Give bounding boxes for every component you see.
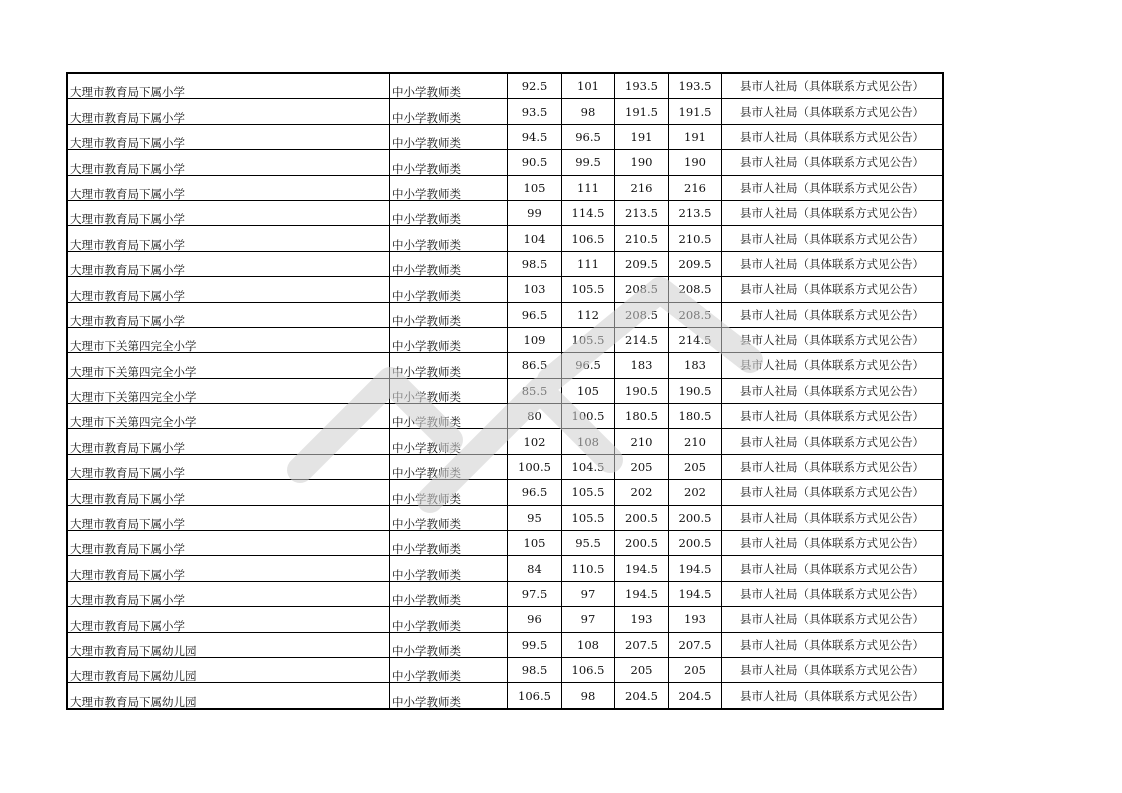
- table-row: [67, 378, 943, 403]
- total-score-cell: 205: [615, 454, 669, 479]
- score-1-cell: 80: [508, 404, 562, 429]
- org-name-cell: 大理市教育局下属幼儿园: [67, 632, 390, 657]
- category-cell: 中小学教师类: [390, 327, 508, 352]
- score-1-cell: 93.5: [508, 99, 562, 124]
- contact-cell: 县市人社局（具体联系方式见公告）: [722, 480, 944, 505]
- category-cell: 中小学教师类: [390, 531, 508, 556]
- total-score-cell: 194.5: [615, 581, 669, 606]
- org-name-cell: 大理市下关第四完全小学: [67, 353, 390, 378]
- org-name-cell: 大理市教育局下属小学: [67, 150, 390, 175]
- final-score-cell: 204.5: [669, 683, 722, 709]
- score-1-cell: 90.5: [508, 150, 562, 175]
- score-2-cell: 114.5: [562, 200, 615, 225]
- score-2-cell: 106.5: [562, 657, 615, 682]
- final-score-cell: 214.5: [669, 327, 722, 352]
- final-score-cell: 205: [669, 657, 722, 682]
- table-row: [67, 73, 943, 99]
- total-score-cell: 193: [615, 607, 669, 632]
- total-score-cell: 202: [615, 480, 669, 505]
- table-row: [67, 429, 943, 454]
- final-score-cell: 190.5: [669, 378, 722, 403]
- score-2-cell: 97: [562, 581, 615, 606]
- score-1-cell: 105: [508, 175, 562, 200]
- table-row: [67, 327, 943, 352]
- category-cell: 中小学教师类: [390, 556, 508, 581]
- category-cell: 中小学教师类: [390, 429, 508, 454]
- contact-cell: 县市人社局（具体联系方式见公告）: [722, 175, 944, 200]
- org-name-cell: 大理市教育局下属小学: [67, 302, 390, 327]
- contact-cell: 县市人社局（具体联系方式见公告）: [722, 657, 944, 682]
- category-cell: 中小学教师类: [390, 277, 508, 302]
- score-2-cell: 97: [562, 607, 615, 632]
- total-score-cell: 207.5: [615, 632, 669, 657]
- score-2-cell: 112: [562, 302, 615, 327]
- score-2-cell: 111: [562, 251, 615, 276]
- final-score-cell: 208.5: [669, 302, 722, 327]
- total-score-cell: 194.5: [615, 556, 669, 581]
- total-score-cell: 208.5: [615, 302, 669, 327]
- contact-cell: 县市人社局（具体联系方式见公告）: [722, 531, 944, 556]
- table-row: [67, 277, 943, 302]
- score-2-cell: 105.5: [562, 505, 615, 530]
- score-2-cell: 106.5: [562, 226, 615, 251]
- score-1-cell: 85.5: [508, 378, 562, 403]
- contact-cell: 县市人社局（具体联系方式见公告）: [722, 251, 944, 276]
- category-cell: 中小学教师类: [390, 657, 508, 682]
- score-1-cell: 103: [508, 277, 562, 302]
- final-score-cell: 205: [669, 454, 722, 479]
- total-score-cell: 209.5: [615, 251, 669, 276]
- category-cell: 中小学教师类: [390, 683, 508, 709]
- total-score-cell: 180.5: [615, 404, 669, 429]
- score-1-cell: 96: [508, 607, 562, 632]
- final-score-cell: 213.5: [669, 200, 722, 225]
- org-name-cell: 大理市教育局下属幼儿园: [67, 657, 390, 682]
- org-name-cell: 大理市教育局下属小学: [67, 454, 390, 479]
- score-1-cell: 98.5: [508, 657, 562, 682]
- table-row: [67, 454, 943, 479]
- final-score-cell: 207.5: [669, 632, 722, 657]
- category-cell: 中小学教师类: [390, 73, 508, 99]
- org-name-cell: 大理市教育局下属小学: [67, 99, 390, 124]
- category-cell: 中小学教师类: [390, 480, 508, 505]
- org-name-cell: 大理市教育局下属小学: [67, 124, 390, 149]
- score-1-cell: 84: [508, 556, 562, 581]
- score-1-cell: 92.5: [508, 73, 562, 99]
- category-cell: 中小学教师类: [390, 302, 508, 327]
- score-2-cell: 96.5: [562, 353, 615, 378]
- contact-cell: 县市人社局（具体联系方式见公告）: [722, 556, 944, 581]
- org-name-cell: 大理市教育局下属小学: [67, 531, 390, 556]
- category-cell: 中小学教师类: [390, 378, 508, 403]
- contact-cell: 县市人社局（具体联系方式见公告）: [722, 429, 944, 454]
- table-row: [67, 404, 943, 429]
- score-2-cell: 108: [562, 632, 615, 657]
- table-row: [67, 251, 943, 276]
- org-name-cell: 大理市教育局下属小学: [67, 200, 390, 225]
- contact-cell: 县市人社局（具体联系方式见公告）: [722, 581, 944, 606]
- final-score-cell: 200.5: [669, 505, 722, 530]
- total-score-cell: 213.5: [615, 200, 669, 225]
- category-cell: 中小学教师类: [390, 454, 508, 479]
- category-cell: 中小学教师类: [390, 607, 508, 632]
- score-2-cell: 99.5: [562, 150, 615, 175]
- score-2-cell: 100.5: [562, 404, 615, 429]
- org-name-cell: 大理市教育局下属小学: [67, 277, 390, 302]
- total-score-cell: 210: [615, 429, 669, 454]
- total-score-cell: 208.5: [615, 277, 669, 302]
- score-2-cell: 98: [562, 683, 615, 709]
- contact-cell: 县市人社局（具体联系方式见公告）: [722, 226, 944, 251]
- contact-cell: 县市人社局（具体联系方式见公告）: [722, 454, 944, 479]
- final-score-cell: 216: [669, 175, 722, 200]
- category-cell: 中小学教师类: [390, 99, 508, 124]
- score-1-cell: 99.5: [508, 632, 562, 657]
- score-table: [66, 72, 944, 710]
- score-2-cell: 98: [562, 99, 615, 124]
- final-score-cell: 180.5: [669, 404, 722, 429]
- final-score-cell: 202: [669, 480, 722, 505]
- contact-cell: 县市人社局（具体联系方式见公告）: [722, 378, 944, 403]
- category-cell: 中小学教师类: [390, 175, 508, 200]
- score-2-cell: 96.5: [562, 124, 615, 149]
- score-1-cell: 97.5: [508, 581, 562, 606]
- category-cell: 中小学教师类: [390, 353, 508, 378]
- org-name-cell: 大理市教育局下属小学: [67, 429, 390, 454]
- final-score-cell: 194.5: [669, 581, 722, 606]
- org-name-cell: 大理市下关第四完全小学: [67, 327, 390, 352]
- table-row: [67, 505, 943, 530]
- total-score-cell: 183: [615, 353, 669, 378]
- final-score-cell: 191.5: [669, 99, 722, 124]
- score-2-cell: 105: [562, 378, 615, 403]
- score-2-cell: 104.5: [562, 454, 615, 479]
- score-1-cell: 99: [508, 200, 562, 225]
- org-name-cell: 大理市教育局下属幼儿园: [67, 683, 390, 709]
- table-row: [67, 150, 943, 175]
- score-1-cell: 96.5: [508, 302, 562, 327]
- final-score-cell: 194.5: [669, 556, 722, 581]
- contact-cell: 县市人社局（具体联系方式见公告）: [722, 353, 944, 378]
- table-row: [67, 556, 943, 581]
- org-name-cell: 大理市教育局下属小学: [67, 505, 390, 530]
- category-cell: 中小学教师类: [390, 632, 508, 657]
- table-row: [67, 581, 943, 606]
- score-1-cell: 102: [508, 429, 562, 454]
- total-score-cell: 214.5: [615, 327, 669, 352]
- final-score-cell: 183: [669, 353, 722, 378]
- contact-cell: 县市人社局（具体联系方式见公告）: [722, 200, 944, 225]
- score-1-cell: 104: [508, 226, 562, 251]
- total-score-cell: 200.5: [615, 505, 669, 530]
- score-1-cell: 96.5: [508, 480, 562, 505]
- score-2-cell: 105.5: [562, 277, 615, 302]
- final-score-cell: 208.5: [669, 277, 722, 302]
- score-1-cell: 109: [508, 327, 562, 352]
- score-2-cell: 108: [562, 429, 615, 454]
- contact-cell: 县市人社局（具体联系方式见公告）: [722, 99, 944, 124]
- final-score-cell: 193: [669, 607, 722, 632]
- table-row: [67, 607, 943, 632]
- final-score-cell: 193.5: [669, 73, 722, 99]
- final-score-cell: 190: [669, 150, 722, 175]
- org-name-cell: 大理市下关第四完全小学: [67, 378, 390, 403]
- contact-cell: 县市人社局（具体联系方式见公告）: [722, 632, 944, 657]
- total-score-cell: 205: [615, 657, 669, 682]
- category-cell: 中小学教师类: [390, 581, 508, 606]
- org-name-cell: 大理市教育局下属小学: [67, 556, 390, 581]
- table-row: [67, 683, 943, 709]
- final-score-cell: 191: [669, 124, 722, 149]
- contact-cell: 县市人社局（具体联系方式见公告）: [722, 327, 944, 352]
- table-row: [67, 302, 943, 327]
- org-name-cell: 大理市教育局下属小学: [67, 73, 390, 99]
- score-1-cell: 95: [508, 505, 562, 530]
- final-score-cell: 210: [669, 429, 722, 454]
- contact-cell: 县市人社局（具体联系方式见公告）: [722, 683, 944, 709]
- contact-cell: 县市人社局（具体联系方式见公告）: [722, 124, 944, 149]
- total-score-cell: 204.5: [615, 683, 669, 709]
- score-2-cell: 95.5: [562, 531, 615, 556]
- score-1-cell: 100.5: [508, 454, 562, 479]
- category-cell: 中小学教师类: [390, 251, 508, 276]
- contact-cell: 县市人社局（具体联系方式见公告）: [722, 404, 944, 429]
- org-name-cell: 大理市下关第四完全小学: [67, 404, 390, 429]
- org-name-cell: 大理市教育局下属小学: [67, 581, 390, 606]
- score-1-cell: 94.5: [508, 124, 562, 149]
- category-cell: 中小学教师类: [390, 150, 508, 175]
- contact-cell: 县市人社局（具体联系方式见公告）: [722, 277, 944, 302]
- total-score-cell: 190: [615, 150, 669, 175]
- contact-cell: 县市人社局（具体联系方式见公告）: [722, 73, 944, 99]
- table-row: [67, 632, 943, 657]
- table-row: [67, 531, 943, 556]
- table-row: [67, 175, 943, 200]
- table-row: [67, 200, 943, 225]
- org-name-cell: 大理市教育局下属小学: [67, 607, 390, 632]
- org-name-cell: 大理市教育局下属小学: [67, 226, 390, 251]
- score-2-cell: 110.5: [562, 556, 615, 581]
- score-1-cell: 106.5: [508, 683, 562, 709]
- total-score-cell: 216: [615, 175, 669, 200]
- contact-cell: 县市人社局（具体联系方式见公告）: [722, 607, 944, 632]
- score-2-cell: 105.5: [562, 327, 615, 352]
- total-score-cell: 191: [615, 124, 669, 149]
- score-table-body: [67, 73, 943, 709]
- contact-cell: 县市人社局（具体联系方式见公告）: [722, 302, 944, 327]
- contact-cell: 县市人社局（具体联系方式见公告）: [722, 505, 944, 530]
- score-1-cell: 98.5: [508, 251, 562, 276]
- score-1-cell: 105: [508, 531, 562, 556]
- score-1-cell: 86.5: [508, 353, 562, 378]
- table-row: [67, 226, 943, 251]
- score-2-cell: 105.5: [562, 480, 615, 505]
- org-name-cell: 大理市教育局下属小学: [67, 480, 390, 505]
- table-row: [67, 657, 943, 682]
- total-score-cell: 190.5: [615, 378, 669, 403]
- total-score-cell: 200.5: [615, 531, 669, 556]
- final-score-cell: 200.5: [669, 531, 722, 556]
- category-cell: 中小学教师类: [390, 505, 508, 530]
- table-row: [67, 124, 943, 149]
- table-row: [67, 480, 943, 505]
- score-2-cell: 111: [562, 175, 615, 200]
- category-cell: 中小学教师类: [390, 226, 508, 251]
- org-name-cell: 大理市教育局下属小学: [67, 175, 390, 200]
- category-cell: 中小学教师类: [390, 200, 508, 225]
- score-2-cell: 101: [562, 73, 615, 99]
- table-row: [67, 99, 943, 124]
- final-score-cell: 209.5: [669, 251, 722, 276]
- total-score-cell: 191.5: [615, 99, 669, 124]
- final-score-cell: 210.5: [669, 226, 722, 251]
- category-cell: 中小学教师类: [390, 404, 508, 429]
- total-score-cell: 193.5: [615, 73, 669, 99]
- category-cell: 中小学教师类: [390, 124, 508, 149]
- contact-cell: 县市人社局（具体联系方式见公告）: [722, 150, 944, 175]
- table-row: [67, 353, 943, 378]
- org-name-cell: 大理市教育局下属小学: [67, 251, 390, 276]
- total-score-cell: 210.5: [615, 226, 669, 251]
